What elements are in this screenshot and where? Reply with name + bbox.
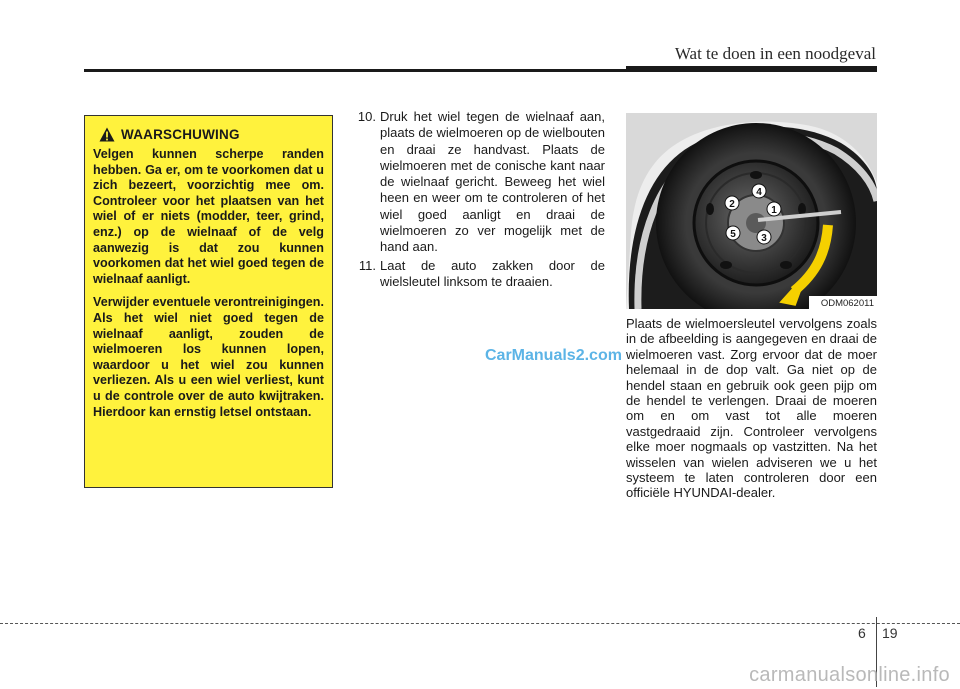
instruction-paragraph: Plaats de wielmoersleutel vervolgens zoals in de afbeelding is aangegeven en draai de wielmoeren vast. Zorg ervoor dat de moer helemaal in de dop valt. Ga niet op de hendel staan en gebruik ook geen pijp om de hendel te verlengen. Draai de moeren om en om vast tot alle moeren vastgedraaid zijn. Controleer vervolgens elke moer nogmaals op vastzitten. Na het wisselen van wielen adviseren we u het systeem te laten controleren door een officiële HYUNDAI-dealer. (626, 316, 877, 501)
step-number: 11. (358, 257, 376, 273)
footer-rule (0, 623, 960, 624)
site-watermark: carmanualsonline.info (749, 664, 950, 686)
warning-title: WAARSCHUWING (121, 127, 240, 142)
chapter-number: 6 (858, 625, 866, 641)
step-text: Druk het wiel tegen de wielnaaf aan, plaats de wielmoeren op de wielbouten en draai ze handvast. Plaats de wielmoeren met de conische kant naar de wielnaaf gericht. Beweeg het wiel heen en weer om te controleren of het wiel goed aanligt en draai de wielmoeren zo ver mogelijk met de hand aan. (380, 109, 605, 255)
figure-code: ODM062011 (820, 298, 874, 309)
step-item (350, 109, 605, 256)
header-rule-accent (626, 66, 877, 72)
warning-paragraph-1: Velgen kunnen scherpe randen hebben. Ga er, om te voorkomen dat u zich bezeert, voorzichtig mee om. Controleer voor het plaatsen van het wiel of er niets (modder, teer, grind, enz.) op de wielnaaf of de velg aanwezig is dat zou kunnen voorkomen dat het wiel goed tegen de wielnaaf aanligt. (93, 147, 324, 286)
page-number: 19 (882, 625, 898, 641)
nut-label: 4 (756, 187, 762, 198)
step-number: 10. (357, 109, 376, 124)
nut-label: 5 (730, 229, 736, 240)
steps-list (350, 109, 605, 292)
section-title: Wat te doen in een noodgeval (674, 44, 876, 63)
warning-triangle-icon (99, 127, 115, 142)
warning-box (84, 115, 333, 488)
watermark-text: CarManuals2.com (485, 347, 622, 364)
wheel-figure (626, 113, 877, 309)
wheel-illustration (626, 113, 877, 309)
nut-label: 3 (761, 233, 767, 244)
step-text: Laat de auto zakken door de wielsleutel linksom te draaien. (380, 257, 605, 289)
nut-label: 2 (729, 199, 735, 210)
warning-header (99, 127, 324, 142)
nut-label: 1 (771, 205, 777, 216)
step-item (350, 258, 605, 291)
warning-paragraph-2: Verwijder eventuele verontreinigingen. Als het wiel niet goed tegen de wielnaaf aanligt, zouden de wielmoeren los kunnen lopen, waardoor u het wiel zou kunnen verliezen. Als u een wiel verliest, kunt u de controle over de auto kwijtraken. Hierdoor kan ernstig letsel ontstaan. (93, 295, 324, 419)
